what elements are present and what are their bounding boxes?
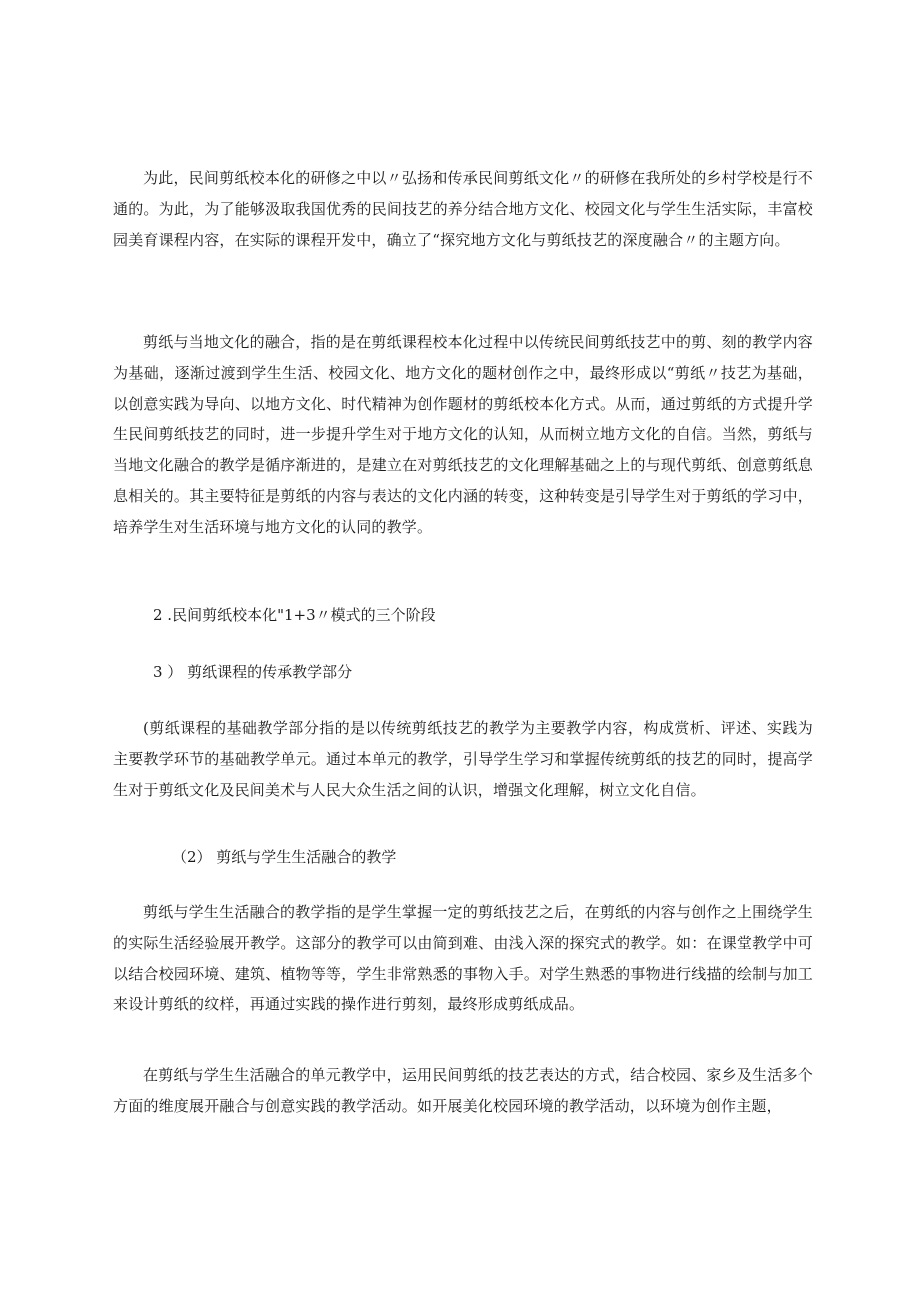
subsection-heading-heritage: 3 ） 剪纸课程的传承教学部分 xyxy=(153,663,353,681)
paragraph-intro: 为此，民间剪纸校本化的研修之中以〃弘扬和传承民间剪纸文化〃的研修在我所处的乡村学校是行不通的。为此，为了能够汲取我国优秀的民间技艺的养分结合地方文化、校园文化与学生生活实际，丰富校园美育课程内容，在实际的课程开发中，确立了“探究地方文化与剪纸技艺的深度融合〃的主题方向。 xyxy=(113,169,813,249)
paragraph-life-fusion: 剪纸与学生生活融合的教学指的是学生掌握一定的剪纸技艺之后，在剪纸的内容与创作之上围绕学生的实际生活经验展开教学。这部分的教学可以由简到难、由浅入深的探究式的教学。如：在课堂教学中可以结合校园环境、建筑、植物等等，学生非常熟悉的事物入手。对学生熟悉的事物进行线描的绘制与加工来设计剪纸的纹样，再通过实践的操作进行剪刻，最终形成剪纸成品。 xyxy=(113,903,813,1014)
paragraph-unit-teaching: 在剪纸与学生生活融合的单元教学中，运用民间剪纸的技艺表达的方式，结合校园、家乡及生活多个方面的维度展开融合与创意实践的教学活动。如开展美化校园环境的教学活动，以环境为创作主题， xyxy=(113,1066,813,1115)
paragraph-culture-fusion: 剪纸与当地文化的融合，指的是在剪纸课程校本化过程中以传统民间剪纸技艺中的剪、刻的教学内容为基础，逐渐过渡到学生生活、校园文化、地方文化的题材创作之中，最终形成以“剪纸〃技艺为基础，以创意实践为导向、以地方文化、时代精神为创作题材的剪纸校本化方式。从而，通过剪纸的方式提升学生民间剪纸技艺的同时，进一步提升学生对于地方文化的认知，从而树立地方文化的自信。当然，剪纸与当地文化融合的教学是循序渐进的，是建立在对剪纸技艺的文化理解基础之上的与现代剪纸、创意剪纸息息相关的。其主要特征是剪纸的内容与表达的文化内涵的转变，这种转变是引导学生对于剪纸的学习中，培养学生对生活环境与地方文化的认同的教学。 xyxy=(113,333,813,536)
paragraph-basic-teaching: (剪纸课程的基础教学部分指的是以传统剪纸技艺的教学为主要教学内容，构成赏析、评述、实践为主要教学环节的基础教学单元。通过本单元的教学，引导学生学习和掌握传统剪纸的技艺的同时，提高学生对于剪纸文化及民间美术与人民大众生活之间的认识，增强文化理解，树立文化自信。 xyxy=(113,719,813,799)
section-heading-three-stages: 2 .民间剪纸校本化"1+3〃模式的三个阶段 xyxy=(153,606,436,624)
subsection-heading-life-fusion: （2） 剪纸与学生生活融合的教学 xyxy=(172,848,397,866)
